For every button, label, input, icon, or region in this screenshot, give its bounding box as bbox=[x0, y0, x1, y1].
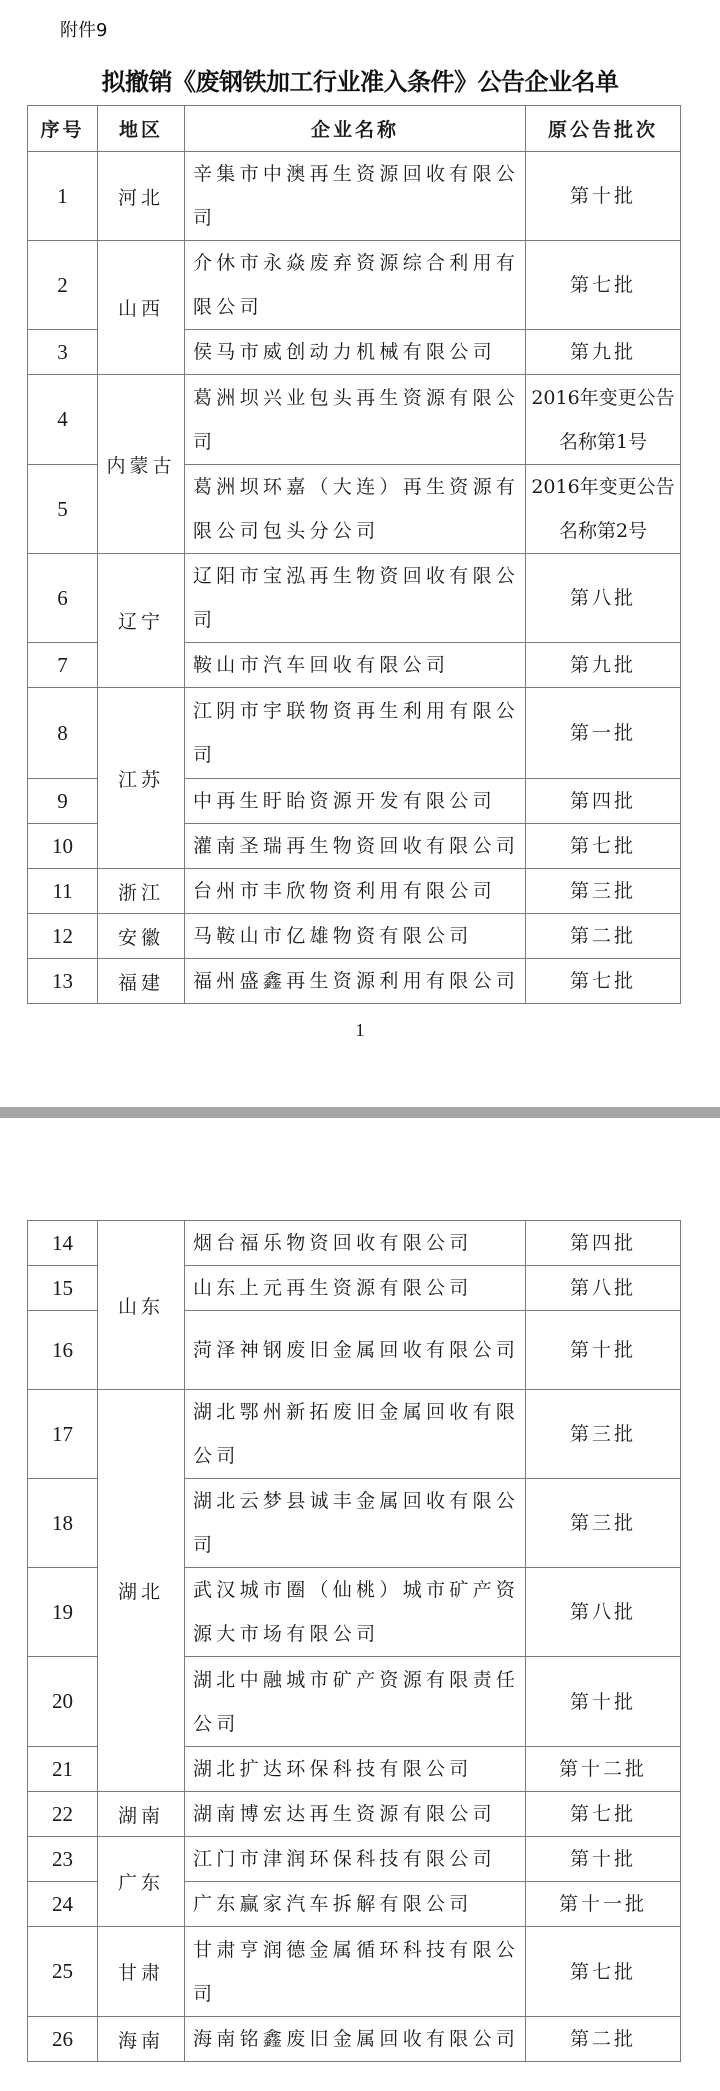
table-row bbox=[28, 241, 681, 330]
row-region: 广东 bbox=[98, 1837, 185, 1927]
table-row bbox=[28, 1837, 681, 1882]
row-no: 26 bbox=[28, 2017, 98, 2062]
row-batch: 第十批 bbox=[526, 152, 681, 241]
row-no: 1 bbox=[28, 152, 98, 241]
table-row bbox=[28, 2017, 681, 2062]
row-company: 山东上元再生资源有限公司 bbox=[185, 1266, 526, 1311]
row-company: 鞍山市汽车回收有限公司 bbox=[185, 643, 526, 688]
row-batch: 第七批 bbox=[526, 1927, 681, 2017]
row-region: 湖北 bbox=[98, 1390, 185, 1792]
row-company: 台州市丰欣物资利用有限公司 bbox=[185, 869, 526, 914]
row-no: 23 bbox=[28, 1837, 98, 1882]
row-batch: 第三批 bbox=[526, 1479, 681, 1568]
header-batch: 原公告批次 bbox=[526, 106, 681, 152]
row-no: 21 bbox=[28, 1747, 98, 1792]
row-no: 25 bbox=[28, 1927, 98, 2017]
company-table-page-2 bbox=[27, 1220, 681, 2062]
row-no: 3 bbox=[28, 330, 98, 375]
header-company: 企业名称 bbox=[185, 106, 526, 152]
row-no: 10 bbox=[28, 824, 98, 869]
row-batch: 第七批 bbox=[526, 824, 681, 869]
row-batch: 第八批 bbox=[526, 1266, 681, 1311]
row-batch: 第二批 bbox=[526, 914, 681, 959]
row-company: 辽阳市宝泓再生物资回收有限公司 bbox=[185, 554, 526, 643]
row-batch: 第七批 bbox=[526, 241, 681, 330]
row-region: 安徽 bbox=[98, 914, 185, 959]
table-row bbox=[28, 914, 681, 959]
row-no: 9 bbox=[28, 779, 98, 824]
row-company: 甘肃亨润德金属循环科技有限公司 bbox=[185, 1927, 526, 2017]
row-region: 山东 bbox=[98, 1221, 185, 1390]
row-company: 马鞍山市亿雄物资有限公司 bbox=[185, 914, 526, 959]
header-no: 序号 bbox=[28, 106, 98, 152]
row-company: 江门市津润环保科技有限公司 bbox=[185, 1837, 526, 1882]
row-batch: 第八批 bbox=[526, 1568, 681, 1657]
row-company: 烟台福乐物资回收有限公司 bbox=[185, 1221, 526, 1266]
row-region: 海南 bbox=[98, 2017, 185, 2062]
row-company: 侯马市威创动力机械有限公司 bbox=[185, 330, 526, 375]
company-table-page-1 bbox=[27, 105, 681, 1004]
attachment-label: 附件9 bbox=[60, 20, 108, 41]
row-region: 福建 bbox=[98, 959, 185, 1004]
row-batch: 第七批 bbox=[526, 959, 681, 1004]
row-no: 4 bbox=[28, 375, 98, 465]
table-header-row bbox=[28, 106, 681, 152]
row-batch: 第十批 bbox=[526, 1657, 681, 1747]
row-no: 17 bbox=[28, 1390, 98, 1479]
row-batch: 第十二批 bbox=[526, 1747, 681, 1792]
row-company: 福州盛鑫再生资源利用有限公司 bbox=[185, 959, 526, 1004]
row-batch: 第十批 bbox=[526, 1837, 681, 1882]
row-no: 2 bbox=[28, 241, 98, 330]
table-row bbox=[28, 959, 681, 1004]
row-no: 18 bbox=[28, 1479, 98, 1568]
table-row bbox=[28, 1390, 681, 1479]
header-region: 地区 bbox=[98, 106, 185, 152]
row-region: 河北 bbox=[98, 152, 185, 241]
row-batch: 第三批 bbox=[526, 1390, 681, 1479]
row-batch: 第八批 bbox=[526, 554, 681, 643]
row-company: 江阴市宇联物资再生利用有限公司 bbox=[185, 688, 526, 779]
row-region: 内蒙古 bbox=[98, 375, 185, 554]
table-row bbox=[28, 869, 681, 914]
row-batch: 第四批 bbox=[526, 779, 681, 824]
row-batch: 2016年变更公告名称第2号 bbox=[526, 465, 681, 554]
row-no: 14 bbox=[28, 1221, 98, 1266]
row-region: 甘肃 bbox=[98, 1927, 185, 2017]
row-region: 浙江 bbox=[98, 869, 185, 914]
row-no: 22 bbox=[28, 1792, 98, 1837]
page-separator bbox=[0, 1107, 720, 1118]
row-no: 15 bbox=[28, 1266, 98, 1311]
row-no: 16 bbox=[28, 1311, 98, 1390]
row-no: 19 bbox=[28, 1568, 98, 1657]
row-company: 辛集市中澳再生资源回收有限公司 bbox=[185, 152, 526, 241]
row-company: 灌南圣瑞再生物资回收有限公司 bbox=[185, 824, 526, 869]
row-company: 葛洲坝兴业包头再生资源有限公司 bbox=[185, 375, 526, 465]
row-region: 湖南 bbox=[98, 1792, 185, 1837]
row-batch: 第十一批 bbox=[526, 1882, 681, 1927]
row-company: 海南铭鑫废旧金属回收有限公司 bbox=[185, 2017, 526, 2062]
row-company: 武汉城市圈（仙桃）城市矿产资源大市场有限公司 bbox=[185, 1568, 526, 1657]
row-batch: 第九批 bbox=[526, 330, 681, 375]
table-row bbox=[28, 1792, 681, 1837]
row-company: 湖北中融城市矿产资源有限责任公司 bbox=[185, 1657, 526, 1747]
row-no: 5 bbox=[28, 465, 98, 554]
table-row bbox=[28, 152, 681, 241]
document-title: 拟撤销《废钢铁加工行业准入条件》公告企业名单 bbox=[101, 67, 619, 96]
row-company: 中再生盱眙资源开发有限公司 bbox=[185, 779, 526, 824]
row-company: 湖北扩达环保科技有限公司 bbox=[185, 1747, 526, 1792]
row-no: 13 bbox=[28, 959, 98, 1004]
table-row bbox=[28, 1221, 681, 1266]
row-company: 湖南博宏达再生资源有限公司 bbox=[185, 1792, 526, 1837]
row-company: 湖北鄂州新拓废旧金属回收有限公司 bbox=[185, 1390, 526, 1479]
row-no: 6 bbox=[28, 554, 98, 643]
row-region: 辽宁 bbox=[98, 554, 185, 688]
row-batch: 第九批 bbox=[526, 643, 681, 688]
row-batch: 第七批 bbox=[526, 1792, 681, 1837]
page-number: 1 bbox=[355, 1020, 365, 1040]
row-region: 山西 bbox=[98, 241, 185, 375]
row-region: 江苏 bbox=[98, 688, 185, 869]
row-company: 介休市永焱废弃资源综合利用有限公司 bbox=[185, 241, 526, 330]
row-no: 12 bbox=[28, 914, 98, 959]
table-row bbox=[28, 554, 681, 643]
table-row bbox=[28, 688, 681, 779]
row-no: 24 bbox=[28, 1882, 98, 1927]
row-batch: 第三批 bbox=[526, 869, 681, 914]
row-batch: 第四批 bbox=[526, 1221, 681, 1266]
row-batch: 2016年变更公告名称第1号 bbox=[526, 375, 681, 465]
row-no: 20 bbox=[28, 1657, 98, 1747]
row-company: 菏泽神钢废旧金属回收有限公司 bbox=[185, 1311, 526, 1390]
row-company: 葛洲坝环嘉（大连）再生资源有限公司包头分公司 bbox=[185, 465, 526, 554]
row-batch: 第一批 bbox=[526, 688, 681, 779]
row-company: 湖北云梦县诚丰金属回收有限公司 bbox=[185, 1479, 526, 1568]
row-no: 11 bbox=[28, 869, 98, 914]
row-batch: 第二批 bbox=[526, 2017, 681, 2062]
row-no: 8 bbox=[28, 688, 98, 779]
row-no: 7 bbox=[28, 643, 98, 688]
table-row bbox=[28, 375, 681, 465]
row-company: 广东赢家汽车拆解有限公司 bbox=[185, 1882, 526, 1927]
table-row bbox=[28, 1927, 681, 2017]
row-batch: 第十批 bbox=[526, 1311, 681, 1390]
